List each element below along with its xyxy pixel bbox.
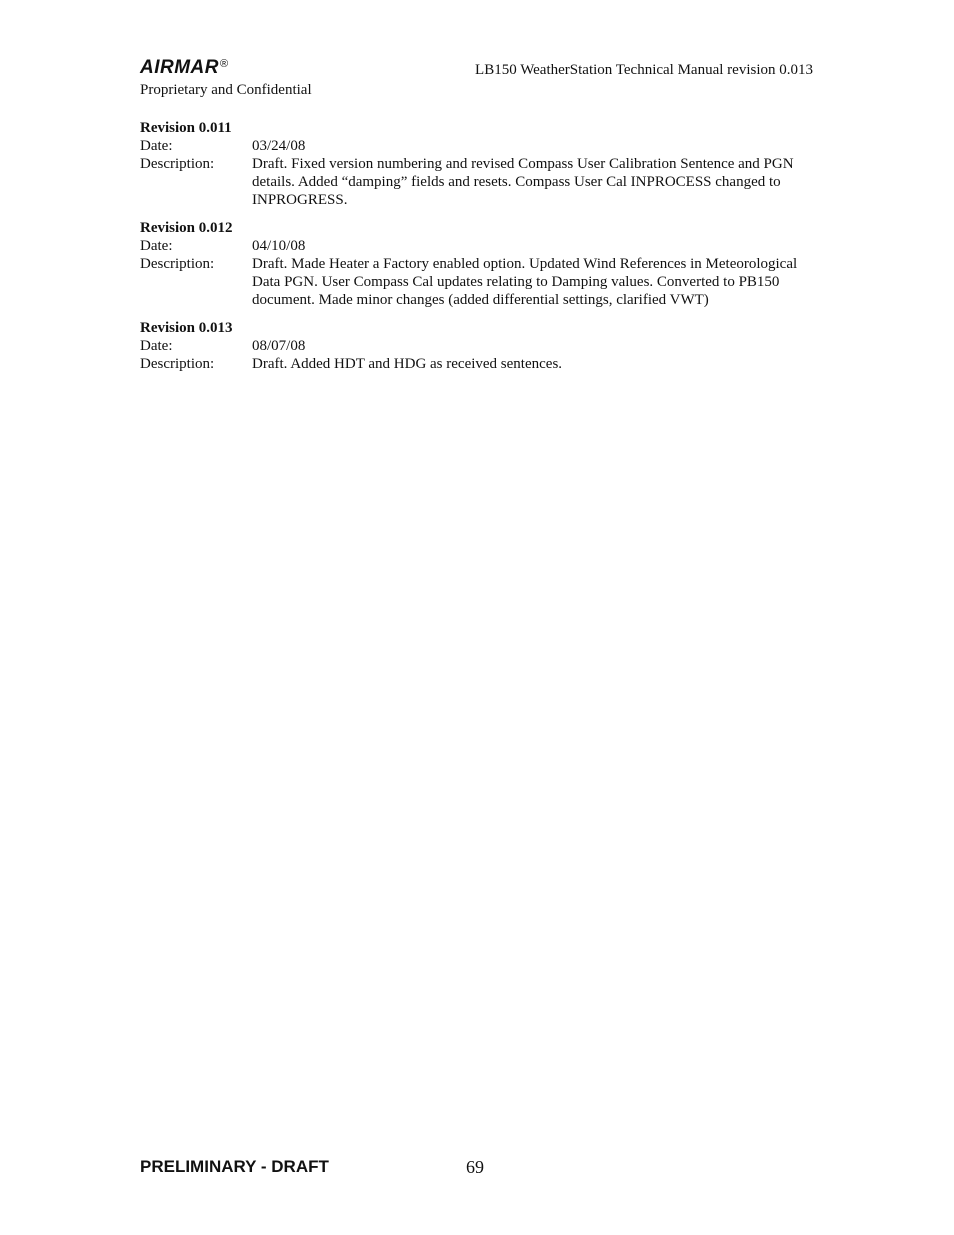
page-number: 69 (466, 1157, 484, 1177)
revision-title: Revision 0.012 (140, 220, 233, 236)
confidentiality-notice: Proprietary and Confidential (140, 82, 312, 98)
description-label: Description: (140, 156, 215, 172)
logo-text: AIRMAR (140, 57, 219, 78)
revision-date-row (140, 337, 800, 355)
revision-date: 04/10/08 (252, 238, 306, 254)
airmar-logo (140, 58, 229, 78)
description-label: Description: (140, 356, 215, 372)
date-label: Date: (140, 338, 173, 354)
date-label: Date: (140, 238, 173, 254)
revision-entry (140, 319, 800, 373)
revision-date-row (140, 137, 800, 155)
registered-mark-icon: ® (220, 58, 229, 70)
description-label: Description: (140, 256, 215, 272)
revision-description-row (140, 155, 800, 209)
date-label: Date: (140, 138, 173, 154)
revision-entry (140, 119, 800, 209)
revision-date: 03/24/08 (252, 138, 306, 154)
revision-description: Draft. Made Heater a Factory enabled option. Updated Wind References in Meteorological Data PGN. User Compass Cal updates relating to Damping values. Converted to PB150 document. Made minor changes (added differential settings, clarified VWT) (252, 256, 798, 308)
revision-title: Revision 0.011 (140, 120, 232, 136)
revision-description-row (140, 255, 800, 309)
revision-history (140, 119, 800, 383)
revision-entry (140, 219, 800, 309)
draft-status: PRELIMINARY - DRAFT (140, 1157, 329, 1176)
revision-description-row (140, 355, 800, 373)
revision-description: Draft. Added HDT and HDG as received sentences. (252, 356, 563, 372)
document-title: LB150 WeatherStation Technical Manual revision 0.013 (475, 62, 813, 78)
revision-title: Revision 0.013 (140, 320, 233, 336)
revision-description: Draft. Fixed version numbering and revised Compass User Calibration Sentence and PGN details. Added “damping” fields and resets. Compass User Cal INPROCESS changed to INPROGRESS. (252, 156, 794, 208)
revision-date-row (140, 237, 800, 255)
revision-date: 08/07/08 (252, 338, 306, 354)
